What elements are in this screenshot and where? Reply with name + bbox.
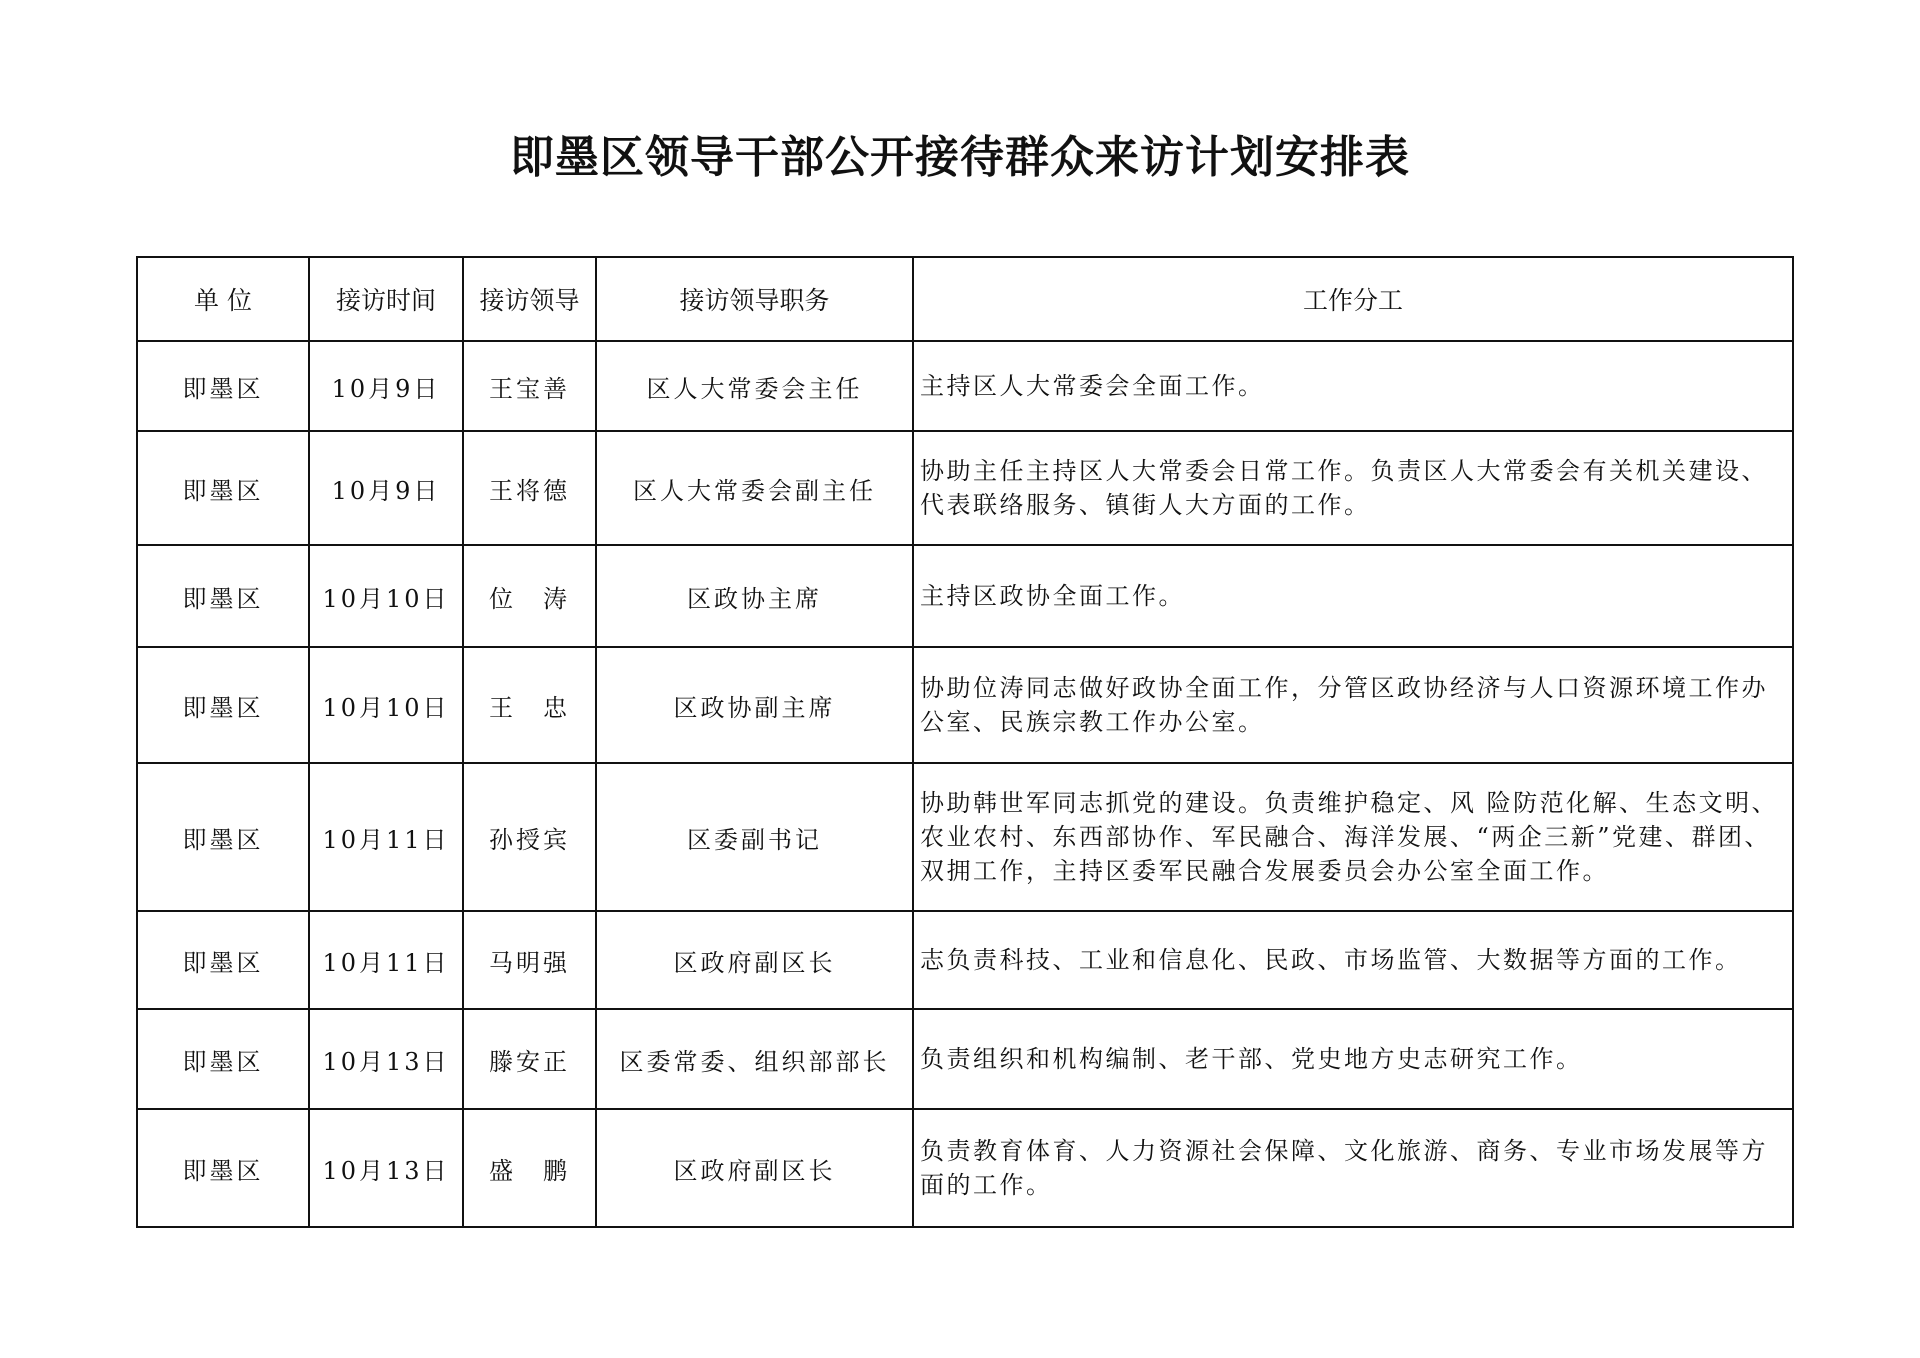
cell-leader: 王宝善	[463, 341, 596, 431]
cell-position: 区委副书记	[596, 763, 913, 911]
cell-leader: 王 忠	[463, 647, 596, 763]
cell-position: 区人大常委会副主任	[596, 431, 913, 545]
cell-duty: 主持区政协全面工作。	[913, 545, 1793, 647]
cell-position: 区政协主席	[596, 545, 913, 647]
cell-duty: 主持区人大常委会全面工作。	[913, 341, 1793, 431]
table-row	[137, 1109, 1793, 1227]
cell-time: 10月10日	[309, 647, 463, 763]
table-row	[137, 911, 1793, 1009]
cell-time: 10月10日	[309, 545, 463, 647]
cell-time: 10月11日	[309, 763, 463, 911]
cell-unit: 即墨区	[137, 763, 309, 911]
cell-leader: 盛 鹏	[463, 1109, 596, 1227]
header-time: 接访时间	[309, 257, 463, 341]
cell-time: 10月9日	[309, 431, 463, 545]
cell-unit: 即墨区	[137, 545, 309, 647]
page-title: 即墨区领导干部公开接待群众来访计划安排表	[510, 132, 1410, 183]
cell-unit: 即墨区	[137, 1009, 309, 1109]
cell-unit: 即墨区	[137, 647, 309, 763]
cell-position: 区人大常委会主任	[596, 341, 913, 431]
table-row	[137, 545, 1793, 647]
table-row	[137, 763, 1793, 911]
cell-unit: 即墨区	[137, 341, 309, 431]
cell-time: 10月11日	[309, 911, 463, 1009]
table-row	[137, 647, 1793, 763]
header-leader: 接访领导	[463, 257, 596, 341]
cell-duty: 协助韩世军同志抓党的建设。负责维护稳定、风 险防范化解、生态文明、农业农村、东西部协作、军民融合、海洋发展、“两企三新”党建、群团、双拥工作，主持区委军民融合发展委员会办公室全面工作。	[913, 763, 1793, 911]
cell-duty: 负责组织和机构编制、老干部、党史地方史志研究工作。	[913, 1009, 1793, 1109]
cell-leader: 孙授宾	[463, 763, 596, 911]
table-row	[137, 431, 1793, 545]
cell-position: 区政府副区长	[596, 911, 913, 1009]
cell-position: 区委常委、组织部部长	[596, 1009, 913, 1109]
cell-leader: 王将德	[463, 431, 596, 545]
schedule-table	[136, 256, 1794, 1228]
cell-unit: 即墨区	[137, 431, 309, 545]
cell-position: 区政府副区长	[596, 1109, 913, 1227]
header-position: 接访领导职务	[596, 257, 913, 341]
cell-unit: 即墨区	[137, 1109, 309, 1227]
cell-position: 区政协副主席	[596, 647, 913, 763]
cell-time: 10月13日	[309, 1009, 463, 1109]
cell-leader: 滕安正	[463, 1009, 596, 1109]
cell-time: 10月13日	[309, 1109, 463, 1227]
header-unit: 单 位	[137, 257, 309, 341]
cell-duty: 志负责科技、工业和信息化、民政、市场监管、大数据等方面的工作。	[913, 911, 1793, 1009]
header-duty: 工作分工	[913, 257, 1793, 341]
cell-leader: 位 涛	[463, 545, 596, 647]
table-row	[137, 1009, 1793, 1109]
cell-duty: 协助位涛同志做好政协全面工作，分管区政协经济与人口资源环境工作办公室、民族宗教工作办公室。	[913, 647, 1793, 763]
cell-duty: 协助主任主持区人大常委会日常工作。负责区人大常委会有关机关建设、代表联络服务、镇街人大方面的工作。	[913, 431, 1793, 545]
header-row	[137, 257, 1793, 341]
cell-unit: 即墨区	[137, 911, 309, 1009]
cell-leader: 马明强	[463, 911, 596, 1009]
table-row	[137, 341, 1793, 431]
cell-time: 10月9日	[309, 341, 463, 431]
cell-duty: 负责教育体育、人力资源社会保障、文化旅游、商务、专业市场发展等方面的工作。	[913, 1109, 1793, 1227]
